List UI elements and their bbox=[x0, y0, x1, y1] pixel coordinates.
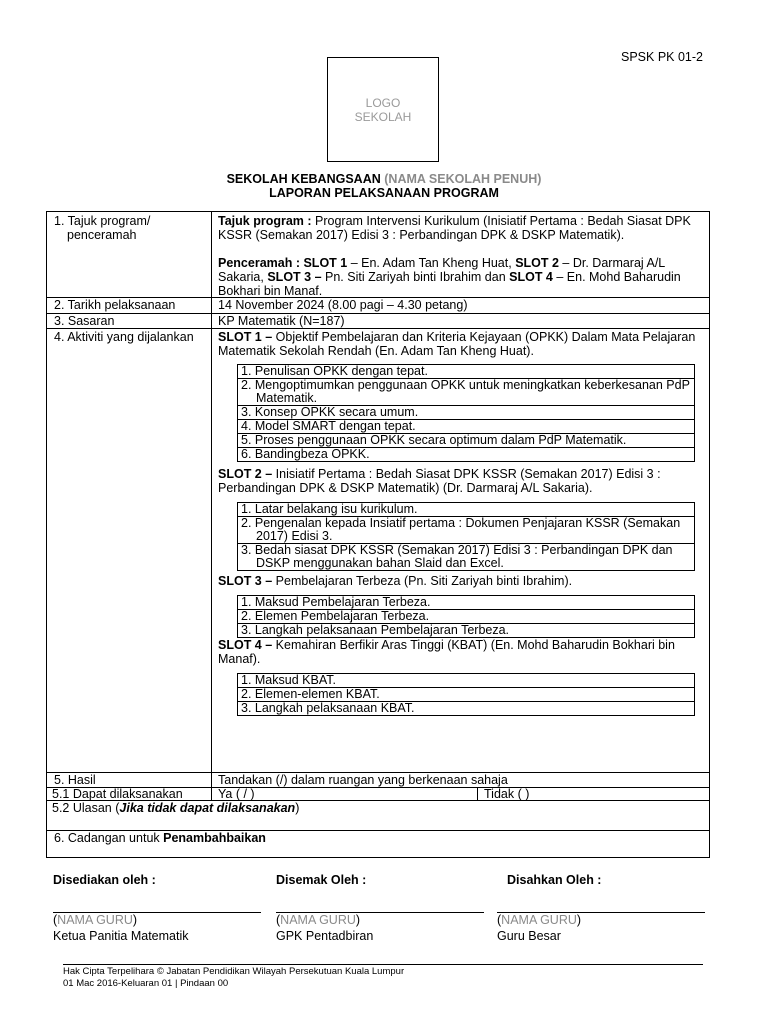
list-item: 6. Bandingbeza OPKK. bbox=[238, 447, 694, 461]
footer-rule bbox=[63, 964, 703, 965]
row3-label: 3. Sasaran bbox=[54, 314, 115, 328]
report-table bbox=[46, 211, 710, 858]
slot4-items bbox=[237, 673, 695, 716]
column-divider bbox=[211, 212, 212, 800]
report-title: LAPORAN PELAKSANAAN PROGRAM bbox=[269, 186, 499, 200]
approved-by-heading: Disahkan Oleh : bbox=[507, 873, 602, 887]
logo-line2: SEKOLAH bbox=[354, 109, 412, 124]
slot1-description: SLOT 1 – Objektif Pembelajaran dan Kriteria Kejayaan (OPKK) Dalam Mata Pelajaran Matematik Sekolah Rendah (En. Adam Tan Kheng Huat). bbox=[218, 330, 696, 358]
prepared-by-name: (NAMA GURU) bbox=[53, 913, 138, 927]
list-item: 4. Model SMART dengan tepat. bbox=[238, 419, 694, 433]
slot2-description: SLOT 2 – Inisiatif Pertama : Bedah Siasat DPK KSSR (Semakan 2017) Edisi 3 : Perbandingan DPK & DSKP Matematik) (Dr. Darmaraj A/L Sakaria). bbox=[218, 467, 661, 495]
school-prefix: SEKOLAH KEBANGSAAN bbox=[226, 172, 381, 186]
list-item: 1. Latar belakang isu kurikulum. bbox=[241, 502, 418, 516]
row4-label: 4. Aktiviti yang dijalankan bbox=[54, 330, 194, 344]
row1-value: Tajuk program : Program Intervensi Kurikulum (Inisiatif Pertama : Bedah Siasat DPK KSSR (Semakan 2017) Edisi 3 : Perbandingan DPK & DSKP Matematik). Penceramah : SLOT 1 – En. Adam Tan Kheng Huat, SLOT 2 – Dr. Darmaraj A/L Sakaria, SLOT 3 – Pn. Siti Zariyah binti Ibrahim dan SLOT 4 – En. Mohd Baharudin Bokhari bin Manaf. bbox=[218, 214, 691, 298]
list-item: 3. Langkah pelaksanaan Pembelajaran Terbeza. bbox=[238, 623, 694, 637]
list-item: 5. Proses penggunaan OPKK secara optimum dalam PdP Matematik. bbox=[238, 433, 694, 447]
copyright-text: Hak Cipta Terpelihara © Jabatan Pendidikan Wilayah Persekutuan Kuala Lumpur bbox=[63, 966, 405, 977]
row2-label: 2. Tarikh pelaksanaan bbox=[54, 298, 176, 312]
list-item: 2. Elemen-elemen KBAT. bbox=[238, 687, 694, 701]
document-code: SPSK PK 01-2 bbox=[621, 50, 703, 64]
slot1-items bbox=[237, 364, 695, 462]
school-name-placeholder: (NAMA SEKOLAH PENUH) bbox=[384, 172, 542, 186]
prepared-by-role: Ketua Panitia Matematik bbox=[53, 929, 189, 943]
tajuk-label: Tajuk program : bbox=[218, 214, 312, 228]
checked-by-name: (NAMA GURU) bbox=[276, 913, 361, 927]
list-item: 3. Konsep OPKK secara umum. bbox=[238, 405, 694, 419]
list-item: 3. Bedah siasat DPK KSSR (Semakan 2017) Edisi 3 : Perbandingan DPK dan DSKP menggunakan bahan Slaid dan Excel. bbox=[238, 543, 694, 570]
logo-line1: LOGO bbox=[365, 95, 401, 110]
tajuk-text: Program Intervensi Kurikulum (Inisiatif Pertama : Bedah Siasat DPK KSSR (Semakan 2017) Edisi 3 : Perbandingan DPK & DSKP Matematik). bbox=[218, 214, 691, 242]
row5-instruction: Tandakan (/) dalam ruangan yang berkenaan sahaja bbox=[218, 773, 508, 787]
row3-value: KP Matematik (N=187) bbox=[218, 314, 345, 328]
tidak-option[interactable]: Tidak ( ) bbox=[484, 787, 530, 801]
checked-by-role: GPK Pentadbiran bbox=[276, 929, 374, 943]
slot3-description: SLOT 3 – Pembelajaran Terbeza (Pn. Siti Zariyah binti Ibrahim). bbox=[218, 574, 573, 588]
row51-label: 5.1 Dapat dilaksanakan bbox=[52, 787, 183, 801]
slot2-items bbox=[237, 502, 695, 571]
list-item: 1. Maksud Pembelajaran Terbeza. bbox=[241, 595, 431, 609]
list-item: 1. Maksud KBAT. bbox=[241, 673, 336, 687]
list-item: 1. Penulisan OPKK dengan tepat. bbox=[241, 364, 428, 378]
list-item: 2. Pengenalan kepada Insiatif pertama : Dokumen Penjajaran KSSR (Semakan 2017) Edisi 3. bbox=[238, 516, 694, 543]
row6-label: 6. Cadangan untuk Penambahbaikan bbox=[54, 831, 266, 845]
list-item: 3. Langkah pelaksanaan KBAT. bbox=[238, 701, 694, 715]
row-divider bbox=[47, 328, 709, 329]
row52-label: 5.2 Ulasan (Jika tidak dapat dilaksanakan) bbox=[52, 801, 300, 815]
approved-by-name: (NAMA GURU) bbox=[497, 913, 582, 927]
list-item: 2. Elemen Pembelajaran Terbeza. bbox=[238, 609, 694, 623]
school-logo-placeholder bbox=[327, 57, 439, 162]
list-item: 2. Mengoptimumkan penggunaan OPKK untuk meningkatkan keberkesanan PdP Matematik. bbox=[238, 378, 694, 405]
checked-by-heading: Disemak Oleh : bbox=[276, 873, 367, 887]
revision-text: 01 Mac 2016-Keluaran 01 | Pindaan 00 bbox=[63, 978, 229, 989]
school-title bbox=[0, 172, 768, 186]
slot4-description: SLOT 4 – Kemahiran Berfikir Aras Tinggi (KBAT) (En. Mohd Baharudin Bokhari bin Manaf). bbox=[218, 638, 675, 666]
row2-value: 14 November 2024 (8.00 pagi – 4.30 petang) bbox=[218, 298, 468, 312]
prepared-by-heading: Disediakan oleh : bbox=[53, 873, 156, 887]
ya-option[interactable]: Ya ( / ) bbox=[218, 787, 255, 801]
row5-label: 5. Hasil bbox=[54, 773, 96, 787]
row1-label: 1. Tajuk program/ penceramah bbox=[54, 214, 151, 242]
slot3-items bbox=[237, 595, 695, 638]
approved-by-role: Guru Besar bbox=[497, 929, 561, 943]
